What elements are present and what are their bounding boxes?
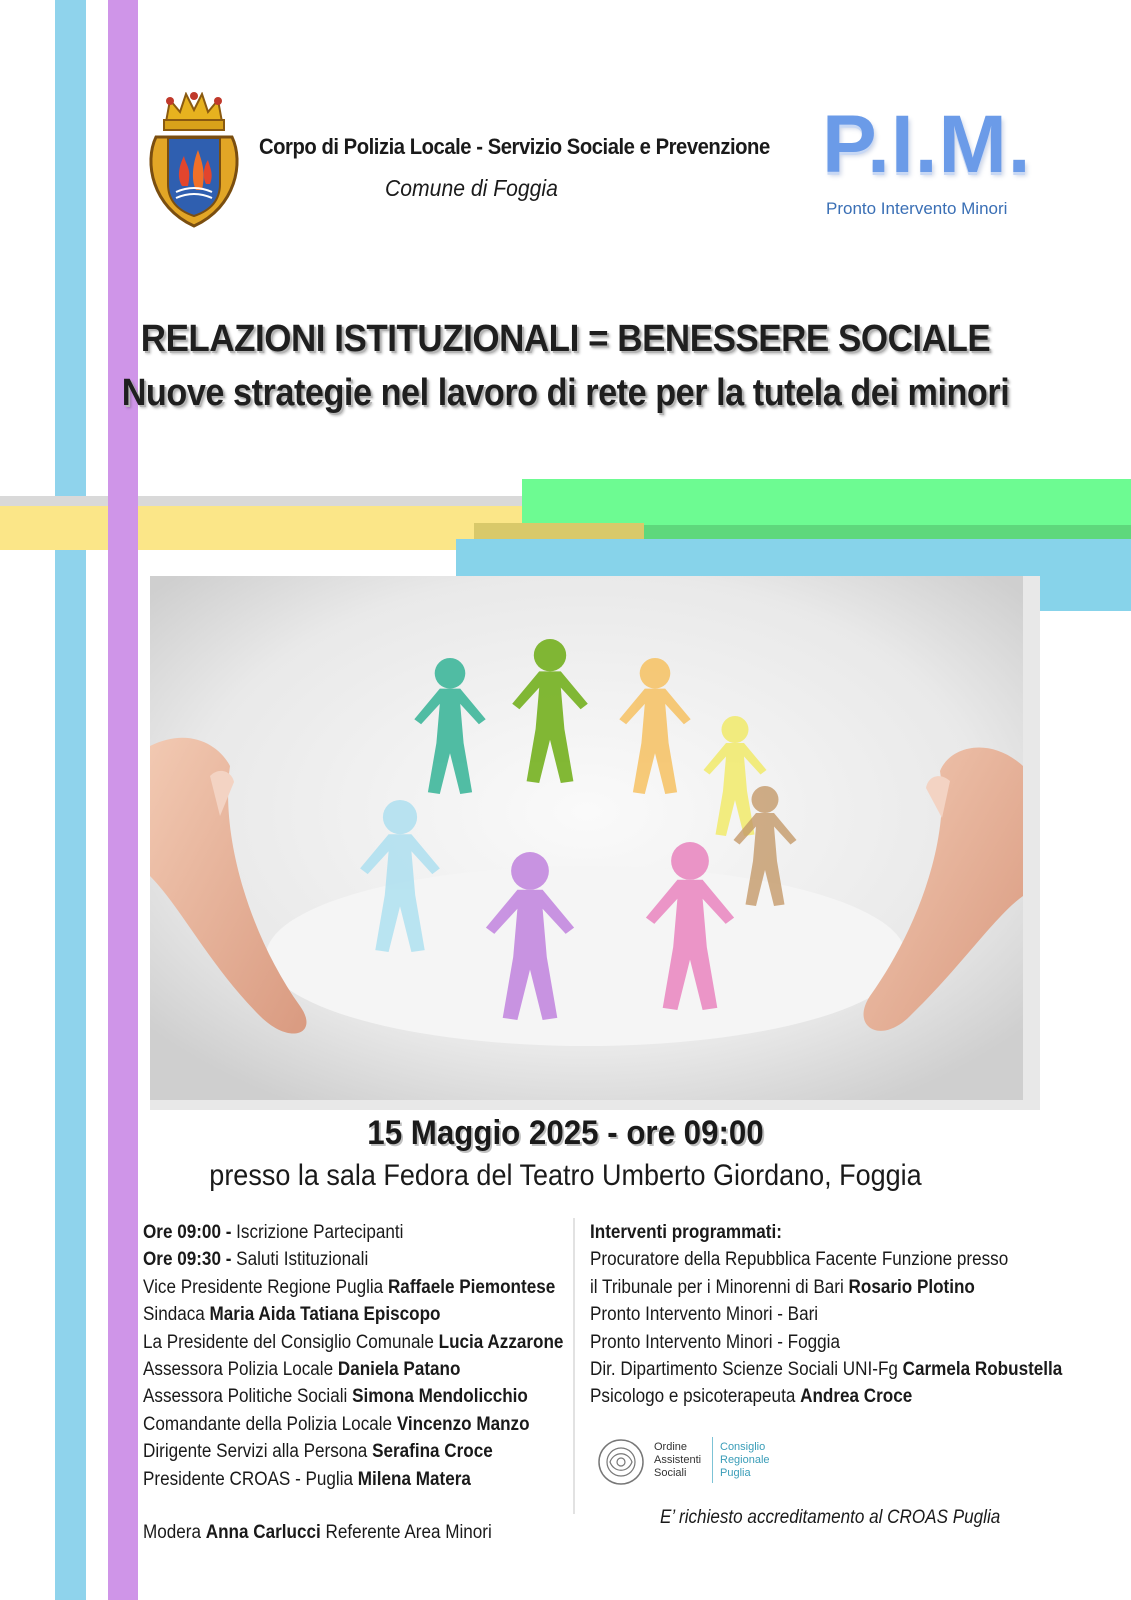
page-subtitle: Nuove strategie nel lavoro di rete per la tutela dei minori	[121, 372, 1010, 414]
vertical-stripe-purple	[108, 0, 138, 1600]
logo-divider	[712, 1437, 713, 1483]
program-heading: Interventi programmati:	[590, 1222, 782, 1243]
program-line: Comandante della Polizia Locale Vincenzo Manzo	[143, 1413, 530, 1435]
page-title: RELAZIONI ISTITUZIONALI = BENESSERE SOCIALE	[140, 318, 991, 360]
program-line: Ore 09:00 - Iscrizione Partecipanti	[143, 1222, 404, 1243]
city-crest-icon	[146, 92, 242, 230]
program-line: Assessora Politiche Sociali Simona Mendolicchio	[143, 1386, 528, 1408]
program-line: La Presidente del Consiglio Comunale Lucia Azzarone	[143, 1331, 564, 1353]
program-line: Pronto Intervento Minori - Bari	[590, 1304, 819, 1326]
pim-subtitle: Pronto Intervento Minori	[826, 199, 1008, 218]
ordine-assistenti-sociali-logo	[596, 1435, 796, 1487]
program-line: Dirigente Servizi alla Persona Serafina Croce	[143, 1441, 493, 1463]
comune-name: Comune di Foggia	[385, 175, 558, 201]
program-line: Presidente CROAS - Puglia Milena Matera	[143, 1468, 471, 1490]
pim-logo: P.I.M.	[822, 99, 1032, 190]
ordine-line: Ordine	[654, 1441, 688, 1453]
ordine-line: Sociali	[654, 1467, 687, 1479]
program-line: Sindaca Maria Aida Tatiana Episcopo	[143, 1304, 441, 1326]
program-line: Dir. Dipartimento Scienze Sociali UNI-Fg Carmela Robustella	[590, 1359, 1063, 1381]
program-line: Psicologo e psicoterapeuta Andrea Croce	[590, 1386, 913, 1408]
accreditation-note: E’ richiesto accreditamento al CROAS Puglia	[660, 1507, 1001, 1528]
program-left	[143, 1219, 563, 1493]
program-right	[590, 1219, 1062, 1411]
event-venue: presso la sala Fedora del Teatro Umberto Giordano, Foggia	[209, 1159, 922, 1192]
band-green-shadow	[640, 525, 1131, 540]
ordine-emblem-icon	[596, 1437, 646, 1487]
consiglio-line: Puglia	[720, 1467, 751, 1479]
consiglio-line: Regionale	[720, 1454, 770, 1466]
moderator-line: Modera Anna Carlucci Referente Area Minori	[143, 1522, 492, 1543]
program-line: Pronto Intervento Minori - Foggia	[590, 1331, 840, 1353]
event-date: 15 Maggio 2025 - ore 09:00	[367, 1114, 764, 1152]
program-line: il Tribunale per i Minorenni di Bari Rosario Plotino	[590, 1276, 975, 1298]
ordine-line: Assistenti	[654, 1454, 702, 1466]
program-line: Ore 09:30 - Saluti Istituzionali	[143, 1249, 369, 1271]
hands-paper-chain-people-icon	[150, 576, 1023, 1100]
program-line: Assessora Polizia Locale Daniela Patano	[143, 1359, 461, 1381]
consiglio-line: Consiglio	[720, 1441, 766, 1453]
program-line: Vice Presidente Regione Puglia Raffaele Piemontese	[143, 1276, 556, 1298]
organization-name: Corpo di Polizia Locale - Servizio Sociale e Prevenzione	[259, 134, 770, 159]
vertical-stripe-blue	[55, 0, 86, 1600]
column-divider	[573, 1218, 575, 1514]
program-line: Procuratore della Repubblica Facente Funzione presso	[590, 1249, 1009, 1271]
